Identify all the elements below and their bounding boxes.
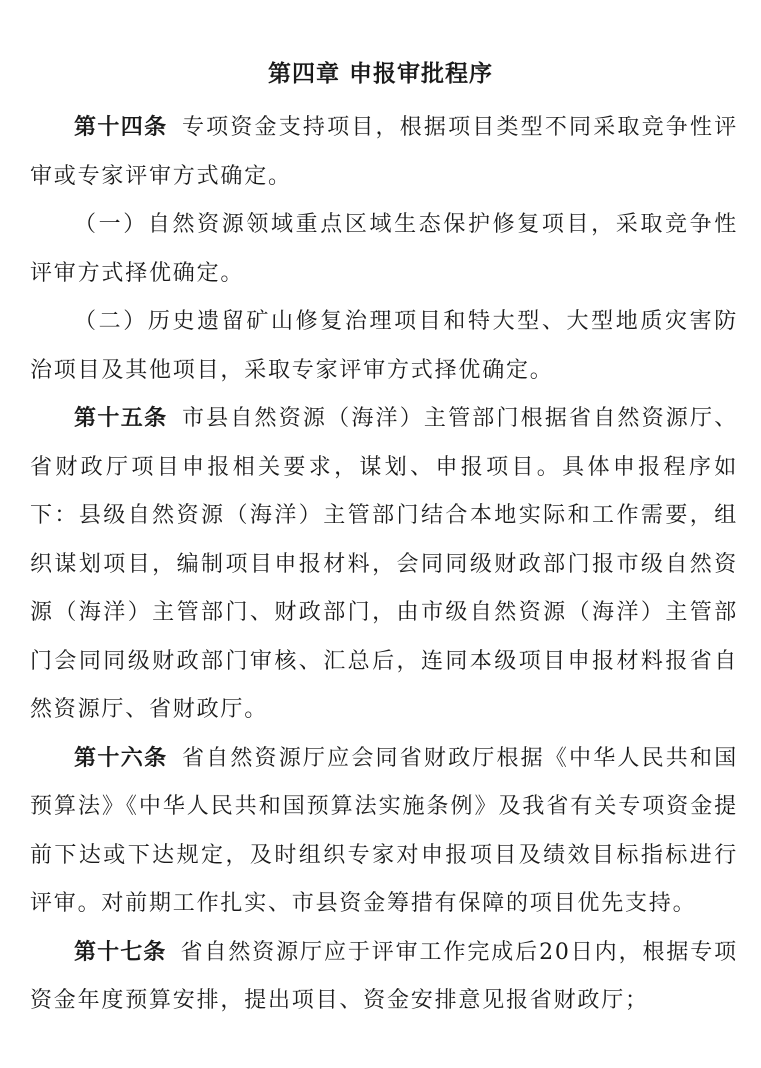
article-14 [30, 104, 738, 201]
article-text: 省自然资源厅应会同省财政厅根据《中华人民共和国预算法》《中华人民共和国预算法实施条例》及我省有关专项资金提前下达或下达规定，及时组织专家对申报项目及绩效目标指标进行评审。对前期工作扎实、市县资金筹措有保障的项目优先支持。 [30, 745, 738, 916]
article-text: 专项资金支持项目，根据项目类型不同采取竞争性评审或专家评审方式确定。 [30, 115, 738, 189]
document-body [30, 104, 738, 1026]
article-text: （二）历史遗留矿山修复治理项目和特大型、大型地质灾害防治项目及其他项目，采取专家评审方式择优确定。 [30, 309, 738, 383]
chapter-title: 第四章 申报审批程序 [267, 61, 493, 87]
article-text: 省自然资源厅应于评审工作完成后20日内，根据专项资金年度预算安排，提出项目、资金安排意见报省财政厅； [30, 939, 738, 1013]
article-14-item-1 [30, 201, 738, 298]
article-17 [30, 929, 738, 1026]
article-15 [30, 395, 738, 735]
article-heading: 第十四条 [74, 115, 168, 140]
article-heading: 第十七条 [74, 939, 167, 965]
article-heading: 第十五条 [74, 406, 168, 431]
article-heading: 第十六条 [74, 745, 168, 771]
article-text: 市县自然资源（海洋）主管部门根据省自然资源厅、省财政厅项目申报相关要求，谋划、申报项目。具体申报程序如下：县级自然资源（海洋）主管部门结合本地实际和工作需要，组织谋划项目，编制项目申报材料，会同同级财政部门报市级自然资源（海洋）主管部门、财政部门，由市级自然资源（海洋）主管部门会同同级财政部门审核、汇总后，连同本级项目申报材料报省自然资源厅、省财政厅。 [30, 406, 738, 722]
article-14-item-2 [30, 298, 738, 395]
article-16 [30, 735, 738, 929]
article-text: （一）自然资源领域重点区域生态保护修复项目，采取竞争性评审方式择优确定。 [30, 212, 738, 286]
